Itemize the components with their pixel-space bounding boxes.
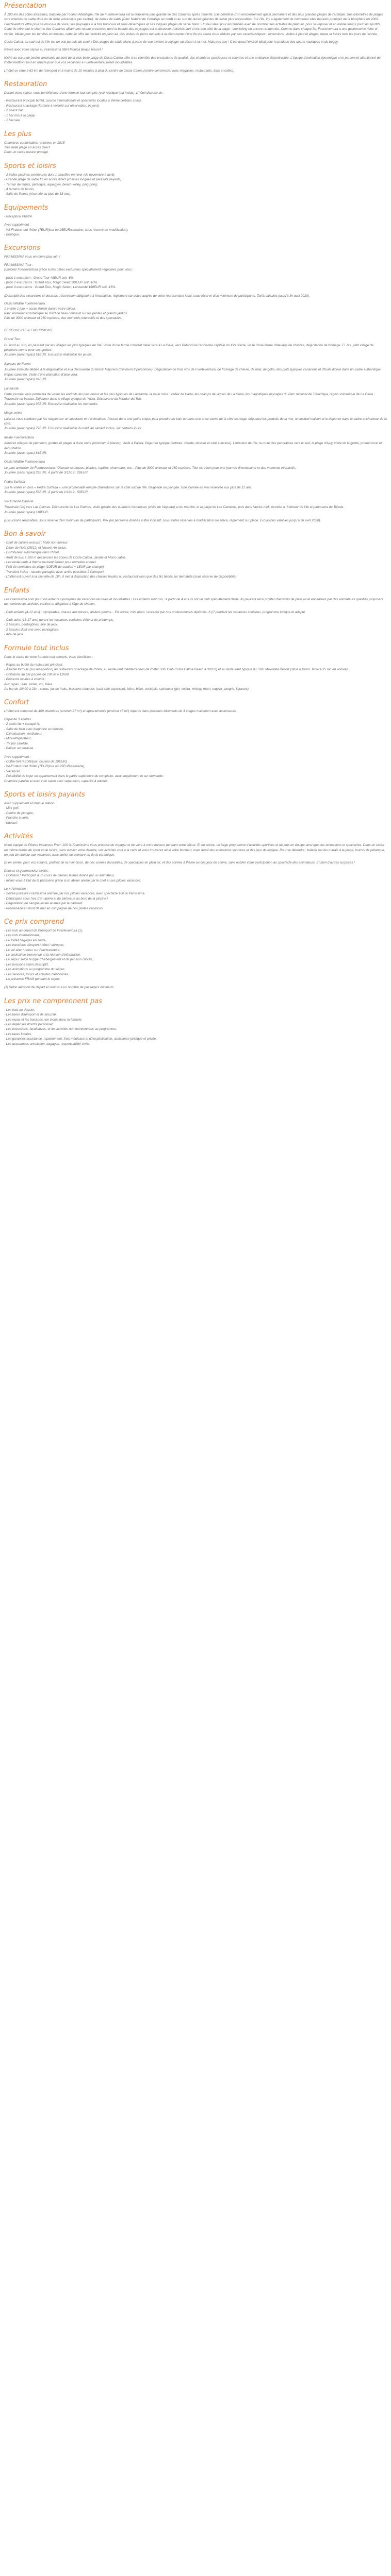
excursion-text: Cette journée vous permettra de visiter les endroits les plus beaux et les plus typiques de Lanzarote, la perle noire : vallée de Haría, les champs de vignes de La Geria, les magnifiques paysages du Parc national de Timanfaya, région volcanique de La Geria... Traversée en bateau. Déjeuner dans le village typique de Yaiza. Découverte du Mirador del Río. xyxy=(4,392,376,401)
list-item: - Restaurant principal buffet, cuisine internationale et spécialités locales à thème certains soirs), xyxy=(4,99,142,103)
list-item: 1 entrée 1 jour + accès illimité durant votre séjour. xyxy=(4,307,76,311)
list-item: - Soirée privative Framissima animée par nos pilotes vacances, avec spectacle 100 % framissima. xyxy=(4,892,145,896)
list-item: - Mini-réfrigérateur, xyxy=(4,737,32,741)
list-item: - Wi-Fi dans tout l'hôtel (7EUR/jour ou 25EUR/semaine, sous réserve de modification), xyxy=(4,228,128,232)
excursion-price: Journée (avec repas) 61EUR. xyxy=(4,451,47,455)
list-item: Plus de 3000 animaux et 250 espèces, des moments interactifs et des spectacles. xyxy=(4,316,122,320)
excursion-price: Journée (avec repas) 51EUR. Excursion réalisable les jeudis. xyxy=(4,353,93,357)
prix-comprend-note: (1) Selon aéroport de départ et soumis à un nombre de passagers minimum. xyxy=(4,986,115,990)
equipements-payant-title: Avec supplément : xyxy=(4,223,31,227)
confort-capacity: Capacité 3 adultes. xyxy=(4,717,32,721)
excursions-paragraph: (Descriptif des excursions ci-dessous, réservation obligatoire à l'inscription, règlement sur place auprès de votre représentant local, sous réserve d'un minimum de participants. Tarifs valables jusqu'à fin avril 2020). xyxy=(4,294,310,298)
excursion-price: Journée (avec repas) 97EUR. Excursion réalisable les mercredis. xyxy=(4,402,99,406)
les-plus-list xyxy=(4,141,387,155)
list-item: Au bar de 10h00 à 23h : sodas, jus de fruits, boissons chaudes (sauf café espresso), bière, bière, cocktails, spiritueux (gin, vodka, whisky, rhum, tequila, sangria, liqueurs). xyxy=(4,687,250,691)
decouverte-footer: (Excursions réalisables, sous réserve d'un minimum de participants. Prix par personne donnés à titre indicatif, sous toutes réserves à modification sur place, règlement sur place. Excursions valables jusqu'à fin avril 2020). xyxy=(4,519,321,523)
section-title-tout-inclus: Formule tout inclus xyxy=(4,644,69,652)
section-title-excursions: Excursions xyxy=(4,244,40,252)
list-item: - Possibilité de loger en appartement dans le partie supérieure du complexe, avec supplément et sur demande : xyxy=(4,774,165,778)
section-title-activites: Activités xyxy=(4,833,33,841)
excursion-heading: Lanzarote xyxy=(4,386,19,391)
list-item: - Les assurances annulation, bagages, responsabilité civile. xyxy=(4,1042,90,1046)
excursion-text: Journée intimiste dédiée à la dégustation et à la découverte du terroir Majorero (minimum 8 personnes). Dégustation de trois vins de Fuerteventura, de fromage de chèvre, de miel, de gofio, des plats typiques canariens et d'huile d'olive dans un cadre authentique. Repas canarien. Visite d'une plantation d'aloe vera. xyxy=(4,368,382,377)
presentation-paragraph: Rêvez avec votre séjour au Framissima SBH Monica Beach Resort ! xyxy=(4,48,103,52)
sports-payants-intro: Avec supplément et dans le station : xyxy=(4,802,57,806)
list-item: - 2 bassins, pentagônes, aire de jeux. xyxy=(4,623,58,627)
list-item: - Chef de cuisine exclusif : hôtel non-fumeur. xyxy=(4,541,69,545)
list-item: - Les vols au départ de l'aéroport de Fuerteventura (1), xyxy=(4,928,83,933)
excursion-heading: Inside Fuerteventura xyxy=(4,435,34,439)
confort-paragraph: L'hôtel est composé de 409 chambres (environ 27 m²) et appartements (environ 47 m²) répartis dans plusieurs bâtiments de 3 étages maximum avec ascenseurs. xyxy=(4,709,237,714)
list-item: - 4 terrains de tennis, xyxy=(4,187,35,191)
list-item: - Les garanties assistance, rapatriement, frais médicaux et d'hospitalisation, assistance juridique et privée, xyxy=(4,1037,157,1041)
list-item: - Les restaurants à thème peuvent fermer pour entretien annuel. xyxy=(4,561,96,565)
list-item: - pack 3 excursions : Grand Tour, Magic Select, Lanzarote 168EUR soit -15%. xyxy=(4,285,117,290)
list-item: - 2 belles piscines extérieures dont 1 chauffée en hiver (de novembre à avril), xyxy=(4,173,116,177)
list-item: - Débarquez sous l'arc d'un apéro et du barbecue au bord de la piscine ! xyxy=(4,896,108,901)
list-item: - Les transferts aéroport / hôtel / aéroport, xyxy=(4,943,64,947)
excursion-text: Traversée (2h) vers Las Palmas. Découverte de Las Palmas, visite guidée des quartiers historiques (visite de Vegueta) et du marché, et la plage de Las Canteras, puis dans l'après-midi, montée à l'intérieur de l'île et panorama de Tejeda. xyxy=(4,505,344,510)
section-title-sports-payants: Sports et loisirs payants xyxy=(4,791,85,799)
list-item: - pack 2 excursions : Grand Tour, Magic Select 99EUR soit -10%. xyxy=(4,281,99,284)
list-item: - Le vol aller / retour sur Fuerteventura, xyxy=(4,948,61,952)
list-item: - À faible formule (sur réservation) au restaurant snackage de l'hôtel, au restaurant méditerranéen de l'hôtel SBH Club Costa Calma Beach à 300 m) et au restaurant typique du SBH Maxorata Resort (situé à Morro Jable à 25 mn en voiture). xyxy=(4,668,349,672)
excursion-price: Journée (avec repas) 69EUR. xyxy=(4,378,47,382)
tout-inclus-intro: Dans le cadre de votre formule tout compris, vous bénéficiez : xyxy=(4,655,93,659)
excursion-text: Admirez villages de pêcheurs, grottes et plages à dune noire (minimum 8 places) : Arrêt à Pajara, Déjeuner typique (entrées, viande, dessert et café à inclure). L'intérieur de l'île, la route des panoramas vers le sud, la plage d'Ajuy, visite de la grotte, produit local et dégustation. xyxy=(4,442,382,450)
excursion-text: Laissez-vous conduire par les magies sur un spectacle et d'animations. Passez dans une petite crique pour prendre un bain ou dans une anse calme de la côte sauvage, dégustez les produits de la mer, le cocktail maison et le déjeuner dans le cadre enchanteur de la côte. xyxy=(4,417,387,426)
decouverte-title: DECOUVERTE & EXCURSIONS xyxy=(4,328,52,332)
excursion-heading: Pedra Surfada xyxy=(4,480,25,484)
list-item: - Dégustation de sangria locale animée par la barmaid. xyxy=(4,902,83,906)
excursion-price: Journée (avec repas) 79EUR. Excursion réalisable du lundi au samedi inclus, sur certains jours. xyxy=(4,427,142,431)
section-title-confort: Confort xyxy=(4,699,29,707)
section-title-sports: Sports et loisirs xyxy=(4,162,56,170)
list-item: Aux repas : eau, sodas, vin, bière. xyxy=(4,682,54,686)
excursion-heading: Saveurs de Fuerte xyxy=(4,362,31,366)
list-item: - Boutique. xyxy=(4,232,20,236)
list-item: - Club ados (13-17 ans) durant les vacances scolaires d'été et de printemps. xyxy=(4,618,114,622)
list-item: - Climatisation, ventilateur, xyxy=(4,732,42,736)
excursions-paragraph: FRAMISSIMA vous emmène plus loin ! xyxy=(4,255,60,259)
list-item: - Balcon ou terrasse. xyxy=(4,747,35,751)
presentation-paragraph: Niché au cœur de jardins luxuriants au bord de la plus belle plage de Costa Calma offre à sa clientèle des prestations de qualité, des chambres spacieuses et colorées et une ambiance décontractée. L'équipe d'animation dynamique et le personnel attentionné de l'hôtel mettront tout en œuvre pour que vos vacances à Fuerteventura soient inoubliables. xyxy=(4,56,381,65)
list-item: Parc animalier et botanique au bord de l'eau construit sur les pentes et grands jardins. xyxy=(4,312,128,316)
list-item: - Collation * Participez à un cours de danses latines donné par un animateur, xyxy=(4,874,115,878)
oasis-title: Oasis Wildlife Fuerteventura : xyxy=(4,302,47,306)
list-item: - Distributeur automatique dans l'hôtel. xyxy=(4,551,60,555)
list-item: - Les taxes d'aéroport et de sécurité, xyxy=(4,1013,57,1017)
list-item: - Initiez-vous à l'art de la pâtisserie grâce à un atelier animé par le chef et ses pilotes vacances. xyxy=(4,878,141,883)
section-title-presentation: Présentation xyxy=(4,2,47,10)
presentation-paragraph: À 100 km des côtes africaines, baignée par l'océan Atlantique, l'île de Fuerteventura est la deuxième plus grande île des Canaries après Tenerife. Elle bénéficie d'un ensoleillement quasi permanent et des plus grandes plages de l'archipel. Ses kilomètres de plages sont orientés de sable doré ou de terre volcanique (au centre), de dunes de sable (Parc Naturel de Corralejo au nord) et au sud de dunes géantes de sable plus accessibles. Sur l'île, il y a également de nombreux sites naturels protégés de la biosphère en 2009. Fuerteventura offre pour sa douceur de vivre, ses paysages à la fois tropicaux et semi désertiques et ses longues plages de sable blanc. Un lieu idéal pour les familles avec de nombreuses activités de plein air, pour se reposer et en même temps pour les sportifs. Cette île offre tout le charme des Canaries alliant une nature préservée dont la beauté des paysages est à découvrir. Activités surf et les bon côté de la plage : snorkeling ou encore randonnée. Comme dans chaque île, Fuerteventura a une gastronomie riche et variée. Idéale pour les familles et couples, cette île offre de l'activité en plein air, des visites de parcs naturels à la découverte d'une île qui saura vous séduire par ses caractéristiques : excursions, visites à pied et plages, repas et loisirs tous les jours de l'année. xyxy=(4,13,383,36)
list-item: - TV par satellite, xyxy=(4,741,29,745)
list-item: - pack 1 excursion : Grand Tour 48EUR soit -6%. xyxy=(4,276,75,280)
list-item: - Transfert inclus : navette partagée avec arrêts possibles à l'aéroport. xyxy=(4,570,105,574)
excursion-price: Journée (avec repas) 118EUR. xyxy=(4,510,49,514)
restauration-intro: Durant votre séjour, vous bénéficierez d'une formule tout compris (voir rubrique tout inclus). L'hôtel dispose de : xyxy=(4,91,165,95)
list-item: - Salle de fitness (réservée au plus de 18 ans). xyxy=(4,192,72,196)
list-item: - Planche à voile, xyxy=(4,816,29,820)
enfants-paragraph: Les Framissima sont pour vos enfants synonymes de vacances réussies et inoubliables ! Les enfants sont rois : à partir de 4 ans ils ont un club spécialement dédié. Ils peuvent ainsi profiter d'activités de plein air et encadrées par des animateurs qualifiés proposant de nombreuses activités variées et adaptées à l'âge de chacun. xyxy=(4,597,383,606)
list-item: - Vacances xyxy=(4,769,21,773)
list-item: - Prêt de serviettes de plage (10EUR de caution + 1EUR par change). xyxy=(4,565,105,569)
list-item: - L'hôtel est ouvert à la clientèle de 18h. Il met à disposition des chaises hautes au restaurant ainsi que des lits bébés sur demande (sous réserve de disponibilité). xyxy=(4,575,238,579)
excursion-heading: Grand Tour xyxy=(4,337,21,342)
excursion-heading: Oasis Wildlife Fuerteventura xyxy=(4,460,45,464)
section-title-prix-comprend: Ce prix comprend xyxy=(4,918,64,926)
activites-paragraph: Notre équipe de Pilotes Vacances Fram 100 % Framissima vous propose de voyager et de vivre à votre mesure pendant votre séjour. Et en soirée, un large programme d'activités sportives et de jeux en équipe ainsi que des animations et spectacles. Dans un cadre en même temps de sport et de loisirs, sans oublier votre détente, vos activités sont à la carte et vous trouverez ainsi votre bonheur, mais aussi des animations sportives et des jeux de logique. Pour se détendre : balade par les marais à la plage, tournoi de pétanque, un peu de couleur aux vacances avec atelier de peinture ou de la céramique. xyxy=(4,843,385,857)
list-item: - Dîner de Noël (25/12) et Nouvel An inclus. xyxy=(4,546,67,550)
list-item: - Les boissons selon descriptif, xyxy=(4,962,49,967)
enfants-paragraph: - Club enfants (4-12 ans) : olympiades, chasse aux trésors, ateliers photos... En soirée, mini disco ! encadré par nos professionnels diplômés, 6 j/7 pendant les vacances scolaires, programme ludique et adapté. xyxy=(4,610,306,614)
section-title-les-plus: Les plus xyxy=(4,130,32,138)
presentation-paragraph: L'hôtel se situe à 63 km de l'aéroport et à moins de 10 minutes à pied du centre de Costa Calma (centre commercial avec magasins, restaurants, bars et cafés). xyxy=(4,69,234,73)
section-title-equipements: Equipements xyxy=(4,204,48,212)
list-item: - Terrain de tennis, pétanque, aquagym, beach-volley, ping-pong, xyxy=(4,182,98,187)
excursion-heading: Magic select xyxy=(4,411,22,415)
list-item: Chambres confortables rénovées en 2015 xyxy=(4,141,65,145)
excursion-text: Du nord au sud, en passant par les villages les plus typiques de l'île. Visite d'une ferme cultivant l'aloe vera à La Oliva, vers Betancuria l'ancienne capitale du XVe siècle, visite d'une ferme d'élevage de chèvres, dégustation de fromage. El Jas, petit village de pêcheurs connu pour ses grottes. xyxy=(4,343,374,352)
list-item: - Centre de plongée, xyxy=(4,811,34,815)
list-item: - Les excursions, facultatives, et les activités non mentionnées au programme, xyxy=(4,1027,117,1031)
section-title-prix-ne-comprend: Les prix ne comprennent pas xyxy=(4,997,102,1005)
list-item: - Les animations au programme du séjour, xyxy=(4,968,65,972)
excursion-heading: VIP Grande Canarie xyxy=(4,499,34,503)
excursion-text: Le parc animalier de Fuerteventura ! Oiseaux exotiques, plantes, reptiles, chameaux, etc... Plus de 3000 animaux et 250 espèces. Tout est réuni pour une journée divertissante et des moments interactifs. xyxy=(4,466,296,470)
list-item: - Boissons locales à volonté : xyxy=(4,677,46,682)
excursion-text: Sur le voilier en bois « Pedra Surfada », une promenade remplie d'aventures sur la côte sud de l'île. Baignade ou plongée. Une journée en mer réservée aux plus de 12 ans. xyxy=(4,486,252,489)
list-item: - Mini golf, xyxy=(4,806,20,810)
restauration-list xyxy=(4,98,387,123)
list-item: - Les frais de dossier, xyxy=(4,1008,35,1012)
list-item: - Les vols internationaux, xyxy=(4,934,41,938)
presentation-paragraph: Costa Calma, au sud-est de l'île est un vrai paradis de soleil ! Des plages de sable blanc à perte de vue invitent à voyager au désert à la mer. Mais pas que ! C'est aussi l'endroit idéal pour la pratique des sports nautiques et du buggy. xyxy=(4,40,339,44)
excursion-price: Journée (avec repas) 56EUR. À partir du 1/11/19 : 59EUR. xyxy=(4,490,89,495)
list-item: - Réception 24h/24. xyxy=(4,214,32,218)
list-item: - Repas au buffet du restaurant principal. xyxy=(4,663,63,667)
excursions-paragraph: Explorez Fuerteventura grâce à des offres exclusives spécialement négociées pour vous : xyxy=(4,268,134,272)
list-item: - Salle de bain avec baignoire ou douche, xyxy=(4,727,64,731)
list-item: - 2 bassins dont une avec pentaglisse. xyxy=(4,628,60,632)
list-item: - 2 snack bar, xyxy=(4,109,24,113)
list-item: Chambre pareille et avec coin salon avec séparation, capacité 4 adultes. xyxy=(4,779,109,783)
list-item: Très belle plage en accès direct xyxy=(4,145,50,149)
section-title-bon-a-savoir: Bon à savoir xyxy=(4,530,46,538)
section-title-enfants: Enfants xyxy=(4,586,30,595)
list-item: - Aire de jeux. xyxy=(4,633,24,637)
list-item: - Kitesurf. xyxy=(4,821,18,825)
list-item: - Les dépenses d'ordre personnel, xyxy=(4,1023,54,1027)
list-item: - Arrêt de bus à 100 m desservant les zones de Costa Calma, Jandía et Morro Jable. xyxy=(4,555,126,560)
activites-zen-title: Le + Animation : xyxy=(4,887,28,891)
page-content xyxy=(0,0,391,1067)
list-item: - Restaurant snackage (formule à volonté sur réservation, payant), xyxy=(4,104,100,108)
list-item: - Le forfait bagages en soute, xyxy=(4,938,46,942)
bon-a-savoir-list xyxy=(4,540,387,579)
list-item: - Les repas et les boissons non inclus dans la formule, xyxy=(4,1018,83,1022)
confort-sup-title: Avec supplément : xyxy=(4,755,31,759)
list-item: - 1 bar.sea. xyxy=(4,118,21,123)
activites-list-title: Dansez et gourmandez invités : xyxy=(4,869,50,873)
list-item: - Les services, loisirs et activités mentionnés, xyxy=(4,972,69,976)
list-item: - Collations au bar piscine de 10h30 à 12h00. xyxy=(4,672,70,676)
list-item: - Le cocktail de bienvenue et la réunion d'information, xyxy=(4,953,81,957)
list-item: - 2 petits lits + canapé lit, xyxy=(4,722,40,726)
list-item: - Les taxes locales, xyxy=(4,1032,32,1036)
list-item: - 1 bar lors à la plage, xyxy=(4,113,36,117)
list-item: - Le séjour selon le type d'hébergement et de pension choisis, xyxy=(4,958,93,962)
excursions-paragraph: FRAMISSIMA Tour : xyxy=(4,263,34,267)
list-item: - La présence FRAM pendant le séjour. xyxy=(4,977,61,981)
excursion-price: Journée (sans repas) 33EUR. À partir de 3/11/19 : 29EUR. xyxy=(4,471,89,475)
sports-list xyxy=(4,173,387,197)
list-item: - Grande plage de sable fin en accès direct (chaises longues et parasols payants), xyxy=(4,178,123,182)
section-title-restauration: Restauration xyxy=(4,80,47,89)
list-item: - Coffre-fort (4EUR/jour, caution de 10EUR), xyxy=(4,760,68,764)
list-item: - Wi-Fi dans tout l'hôtel (7EUR/jour ou 25EUR/semaine), xyxy=(4,765,86,769)
activites-paragraph: Et en soirée, pour vos enfants, profitez de la mini-disco, de nos soirées dansantes, de spectacles en plein air, et des soirées à thème ou des jeux de scène, sans oublier votre participation au spectacle des animateurs. Et bien d'autres surprises ! xyxy=(4,861,355,865)
list-item: Dans un cadre naturel protégé xyxy=(4,150,48,155)
list-item: - Promenade en bord de mer en compagnie de nos pilotes vacances. xyxy=(4,906,104,910)
